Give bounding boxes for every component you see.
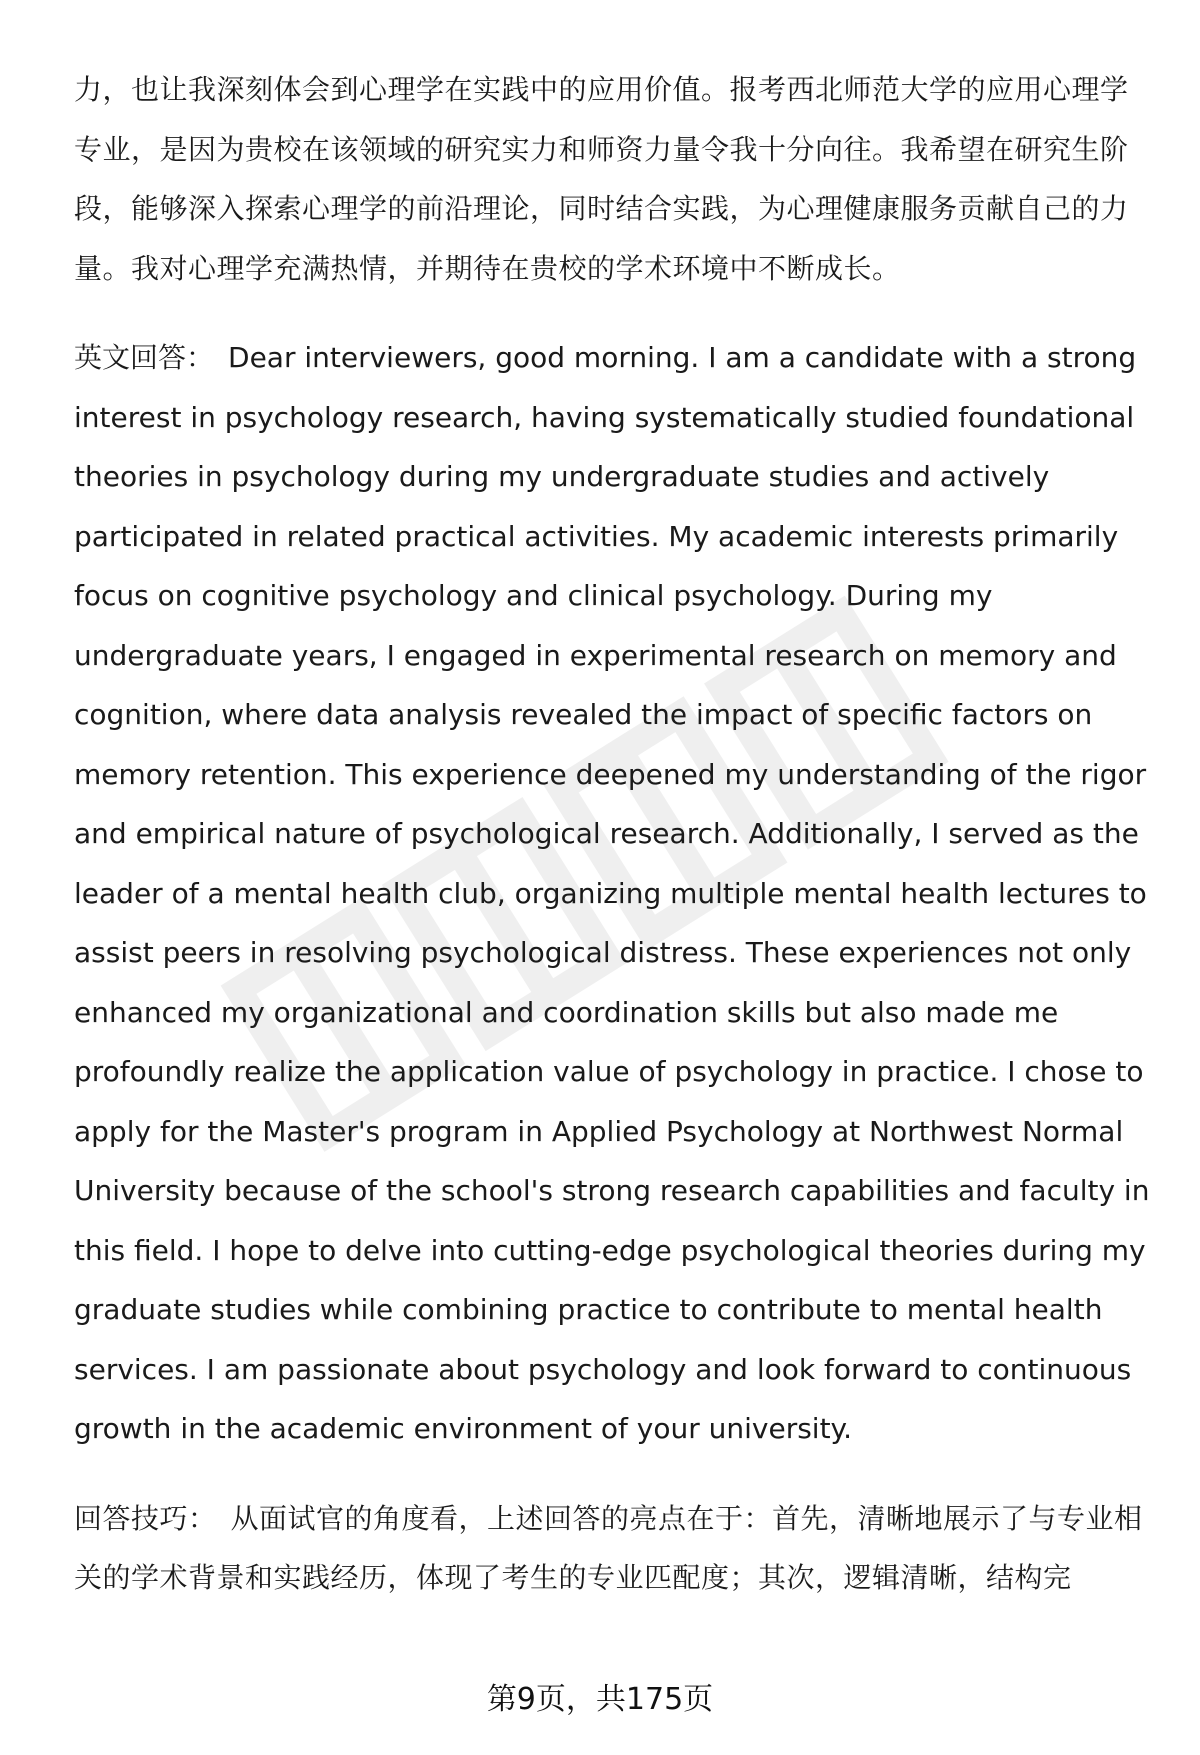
english-answer-paragraph [74, 328, 1154, 1459]
english-answer-label: 英文回答： [74, 341, 215, 374]
answer-tips-text: 从面试官的角度看，上述回答的亮点在于：首先，清晰地展示了与专业相关的学术背景和实践经历，体现了考生的专业匹配度；其次，逻辑清晰，结构完 [74, 1501, 1143, 1594]
page-indicator: 第9页，共175页 [486, 1682, 714, 1717]
continuation-paragraph: 力，也让我深刻体会到心理学在实践中的应用价值。报考西北师范大学的应用心理学专业，是因为贵校在该领域的研究实力和师资力量令我十分向往。我希望在研究生阶段，能够深入探索心理学的前沿理论，同时结合实践，为心理健康服务贡献自己的力量。我对心理学充满热情，并期待在贵校的学术环境中不断成长。 [74, 73, 1129, 285]
english-answer-text: Dear interviewers, good morning. I am a candidate with a strong interest in psychology research, having systematically studied foundational theories in psychology during my undergraduate studies and actively participated in related practical activities. My academic interests primarily focus on cognitive psychology and clinical psychology. During my undergraduate years, I engaged in experimental research on memory and cognition, where data analysis revealed the impact of specific factors on memory retention. This experience deepened my understanding of the rigor and empirical nature of psychological research. Additionally, I served as the leader of a mental health club, organizing multiple mental health lectures to assist peers in resolving psychological distress. These experiences not only enhanced my organizational and coordination skills but also made me profoundly realize the application value of psychology in practice. I chose to apply for the Master's program in Applied Psychology at Northwest Normal University because of the school's strong research capabilities and faculty in this field. I hope to delve into cutting-edge psychological theories during my graduate studies while combining practice to contribute to mental health services. I am passionate about psychology and look forward to continuous growth in the academic environment of your university. [74, 341, 1150, 1445]
answer-tips-label: 回答技巧： [74, 1501, 217, 1535]
document-body [74, 60, 1154, 1608]
answer-tips-paragraph [74, 1489, 1154, 1608]
